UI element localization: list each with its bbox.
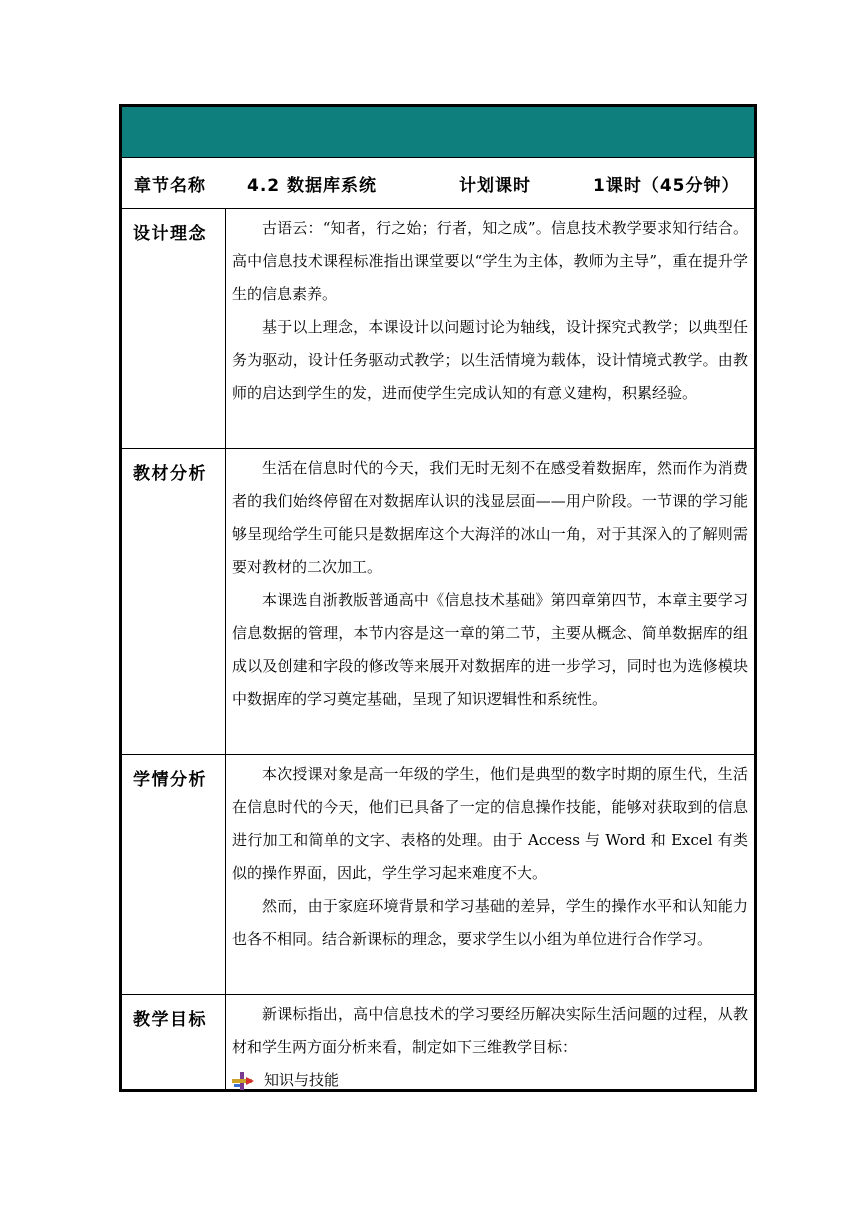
section-material-analysis [122,448,754,754]
section-design-concept [122,208,754,448]
paragraph: 本次授课对象是高一年级的学生，他们是典型的数字时期的原生代，生活在信息时代的今天，他们已具备了一定的信息操作技能，能够对获取到的信息进行加工和简单的文字、表格的处理。由于 Access 与 Word 和 Excel 有类似的操作界面，因此，学生学习起来难度不大。 [232,765,748,882]
paragraph: 古语云：“知者，行之始；行者，知之成”。信息技术教学要求知行结合。高中信息技术课程标准指出课堂要以“学生为主体，教师为主导”，重在提升学生的信息素养。 [232,219,748,303]
paragraph: 生活在信息时代的今天，我们无时无刻不在感受着数据库，然而作为消费者的我们始终停留在对数据库认识的浅显层面——用户阶段。一节课的学习能够呈现给学生可能只是数据库这个大海洋的冰山一角，对于其深入的了解则需要对教材的二次加工。 [232,459,748,576]
section-label: 教材分析 [122,449,226,754]
section-label: 设计理念 [122,209,226,448]
plan-value: 1课时（45分钟） [593,175,740,196]
lesson-plan-table [119,104,757,1092]
bullet-item [232,1064,748,1097]
section-student-analysis [122,754,754,994]
bullet-text: 知识与技能 [264,1071,340,1089]
section-content [226,449,754,754]
chapter-row [122,158,754,208]
section-content [226,209,754,448]
paragraph: 然而，由于家庭环境背景和学习基础的差异，学生的操作水平和认知能力也各不相同。结合新课标的理念，要求学生以小组为单位进行合作学习。 [232,897,748,948]
section-teaching-goals [122,994,754,1090]
section-content [226,755,754,994]
chapter-value: 4.2 数据库系统 [247,175,378,196]
section-label: 学情分析 [122,755,226,994]
paragraph: 基于以上理念，本课设计以问题讨论为轴线，设计探究式教学；以典型任务为驱动，设计任务驱动式教学；以生活情境为载体，设计情境式教学。由教师的启达到学生的发，进而使学生完成认知的有意义建构，积累经验。 [232,318,748,402]
plan-label: 计划课时 [459,175,531,196]
paragraph: 本课选自浙教版普通高中《信息技术基础》第四章第四节，本章主要学习信息数据的管理，本节内容是这一章的第二节，主要从概念、简单数据库的组成以及创建和字段的修改等来展开对数据库的进一步学习，同时也为选修模块中数据库的学习奠定基础，呈现了知识逻辑性和系统性。 [232,591,748,708]
title-band [122,107,754,158]
chapter-label: 章节名称 [134,175,206,196]
arrow-bullet-icon [232,1072,254,1090]
paragraph: 新课标指出，高中信息技术的学习要经历解决实际生活问题的过程，从教材和学生两方面分析来看，制定如下三维教学目标： [232,1005,748,1056]
section-label: 教学目标 [122,995,226,1090]
section-content [226,995,754,1090]
